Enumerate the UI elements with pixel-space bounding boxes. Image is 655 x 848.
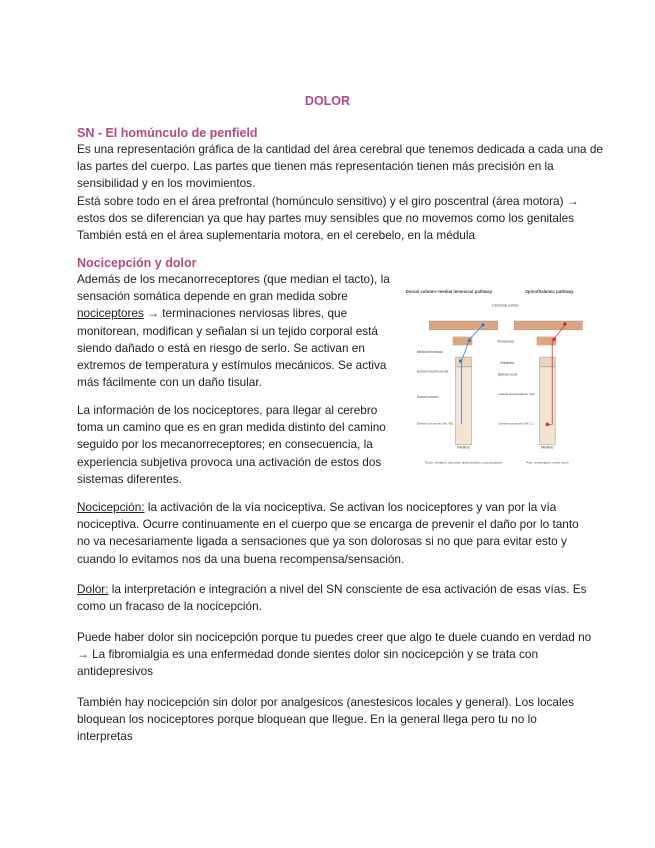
text-line: estos dos se diferencian ya que hay partes muy sensibles que no movemos como los genitales [77, 210, 575, 225]
paragraph-nocicepcion-def [77, 499, 579, 568]
paragraph-informacion [77, 402, 386, 488]
fig-lst-label: Lateral spinothalamic tract [498, 392, 535, 397]
text-line: Además de los mecanorreceptores (que median el tacto), la [77, 272, 390, 286]
text-line: También hay nocicepción sin dolor por analgesicos (anestesicos locales y general). Los locales [77, 695, 575, 709]
text-line: monitorean, modifican y señalan si un tejido corporal está [77, 323, 378, 338]
cord-right [540, 367, 556, 445]
paragraph-dolor-sin-nocicepcion [77, 629, 591, 681]
fig-spinal-cord-label: Spinal cord [497, 371, 518, 377]
cortex-right [514, 321, 582, 330]
term-dolor: Dolor: [77, 582, 109, 596]
fig-medial-lemniscus-label: Medial lemniscus [416, 350, 443, 355]
text-segment: la interpretación e integración a nivel del SN consciente de esa activación de esas vías. Es [108, 582, 587, 596]
text-line: toma un camino que es en gran medida distinto del camino [77, 420, 386, 435]
blue-dot [481, 323, 485, 327]
text-line: interpretas [77, 729, 133, 744]
term-nociceptores: nociceptores [77, 306, 144, 321]
text-line [77, 305, 390, 322]
text-line: experiencia subjetiva provoca una activación de estos dos [77, 454, 382, 469]
red-dot [563, 322, 567, 326]
blue-dot [468, 339, 472, 343]
text-line: siendo dañado o está en riesgo de serlo. Se activan en [77, 340, 365, 355]
text-line: sistemas diferentes. [77, 471, 182, 486]
paragraph-dolor-def [77, 581, 587, 615]
text-line [77, 581, 587, 598]
fig-dra-right-label: Dorsal root axons (Aδ, C) [498, 421, 534, 426]
cortex-left [429, 321, 497, 330]
text-line: La información de los nociceptores, para llegar al cerebro [77, 403, 378, 417]
fig-midline-left: Midline [457, 444, 470, 450]
text-line: Está sobre todo en el área prefrontal (homúnculo sensitivo) y el giro poscentral (área motora) → [77, 193, 579, 208]
thalamus-right [537, 337, 557, 346]
fig-dc-nuclei-label: Dorsal column nuclei [416, 369, 449, 374]
term-nocicepcion: Nocicepción: [77, 500, 145, 514]
text-line: bloquean los nociceptores porque bloquean que llegue. En la general llega pero tu no lo [77, 712, 537, 727]
section-heading-homunculo: SN - El homúnculo de penfield [77, 126, 258, 140]
fig-dra-left-label: Dorsal root axons (Aα, Aβ) [416, 421, 454, 426]
text-line: extremos de temperatura y estímulos mecánicos. Se activa [77, 357, 387, 372]
text-line: Es una representación gráfica de la cantidad del área cerebral que tenemos dedicada a cada una de [77, 142, 603, 156]
text-line: las partes del cuerpo. Las partes que tienen más representación tienen más precisión en la [77, 159, 554, 174]
fig-midline-right: Midline [541, 444, 554, 450]
medulla-right [540, 357, 556, 367]
fig-right-title: Spinothalamic pathway [524, 288, 574, 294]
text-line: no va necesariamente ligada a sensaciones que ya son dolorosas si no que para evitar esto y [77, 534, 567, 549]
paragraph-nocicepcion-sin-dolor [77, 694, 574, 746]
fig-medulla-label: Medulla [500, 359, 515, 365]
red-dot [546, 423, 550, 427]
fig-right-caption: Pain, temperature, some touch [526, 460, 569, 465]
cord-left [456, 367, 472, 445]
text-segment: la activación de la vía nociceptiva. Se activan los nociceptores y van por la vía [144, 500, 557, 514]
document-title: DOLOR [304, 94, 351, 108]
fig-thalamus-label: Thalamus [496, 338, 514, 344]
fig-dorsal-column-label: Dorsal column [416, 395, 439, 400]
text-line: antidepresivos [77, 664, 154, 679]
text-line: sensación somática depende en gran medida sobre [77, 289, 348, 304]
blue-dot [459, 359, 463, 363]
text-line: seguido por los mecanorreceptores; en consecuencia, la [77, 437, 373, 452]
fig-left-caption: Touch, vibration, two-point discrimination, proprioception [424, 460, 503, 465]
fig-left-title: Dorsal column–medial lemniscal pathway [405, 288, 493, 294]
paragraph-homunculo [77, 141, 603, 244]
text-segment: → terminaciones nerviosas libres, que [143, 306, 348, 321]
pathways-figure [405, 283, 600, 478]
paragraph-mecanorreceptores [77, 271, 390, 391]
text-line: más fácilmente con un daño tisular. [77, 375, 262, 390]
text-line: nociceptiva. Ocurre continuamente en el cuerpo que se encarga de prevenir el daño por lo tanto [77, 517, 579, 532]
text-line: como un fracaso de la nocicepción. [77, 599, 262, 614]
text-line: → La fibromialgia es una enfermedad donde sientes dolor sin nocicepción y se trata con [77, 647, 539, 662]
text-line: También está en el área suplementaria motora, en el cerebelo, en la médula [77, 227, 476, 242]
section-heading-nocicepcion: Nocicepción y dolor [77, 256, 197, 270]
text-line: sensibilidad y en los movimientos. [77, 176, 256, 191]
fig-cortex-label: Cerebral cortex [492, 302, 519, 308]
red-dot [552, 338, 556, 342]
text-line [77, 499, 579, 516]
medulla-left [456, 357, 472, 367]
text-line: Puede haber dolor sin nocicepción porque tu puedes creer que algo te duele cuando en verdad no [77, 630, 592, 644]
text-line: cuando lo evitamos nos da una buena recompensa/sensación. [77, 551, 405, 566]
